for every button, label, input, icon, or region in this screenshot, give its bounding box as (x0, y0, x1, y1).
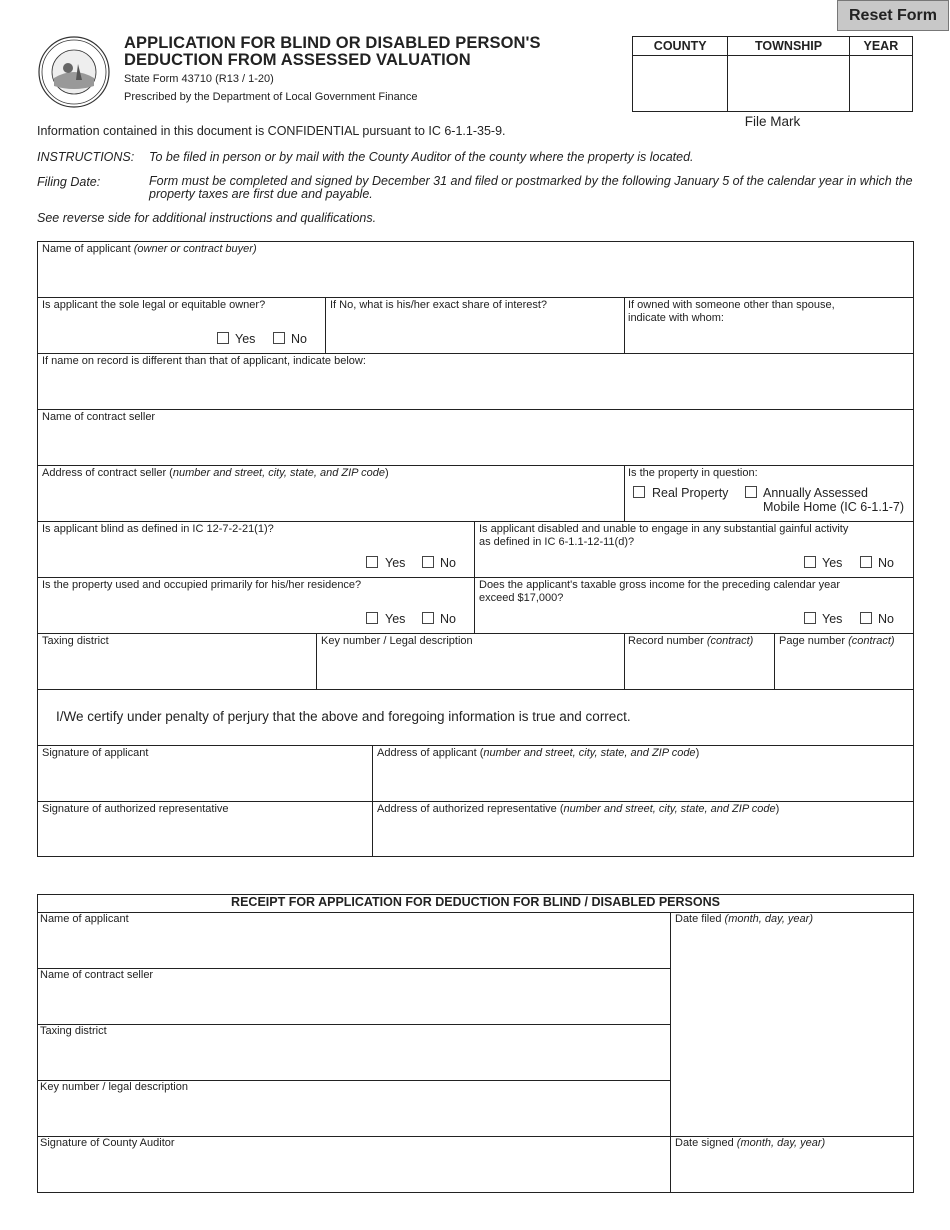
year-header: YEAR (849, 37, 912, 56)
county-field[interactable] (633, 56, 728, 112)
real-property-label: Real Property (652, 486, 729, 500)
receipt-contract-seller: Name of contract seller (40, 969, 154, 981)
owned-with-line1: If owned with someone other than spouse, (628, 299, 835, 311)
form-number: State Form 43710 (R13 / 1-20) (124, 73, 274, 85)
applicant-address-text: Address of applicant ( (377, 747, 484, 759)
date-filed-note: (month, day, year) (724, 913, 813, 925)
disabled-line1: Is applicant disabled and unable to engage in any substantial gainful activity (479, 523, 849, 535)
receipt-applicant-name: Name of applicant (40, 913, 129, 925)
file-mark-label: File Mark (744, 114, 801, 129)
record-number-note: (contract) (706, 635, 754, 647)
receipt-date-signed (675, 1137, 825, 1149)
residence-yes-checkbox[interactable] (366, 612, 378, 624)
prescribed-by: Prescribed by the Department of Local Government Finance (124, 91, 418, 103)
page-number-label (779, 635, 895, 648)
blind-no-checkbox[interactable] (422, 556, 434, 568)
contract-seller-label: Name of contract seller (42, 411, 156, 423)
township-header: TOWNSHIP (728, 37, 849, 56)
mobile-home-checkbox[interactable] (745, 486, 757, 498)
rep-address-text: Address of authorized representative ( (377, 803, 564, 815)
township-field[interactable] (728, 56, 849, 112)
applicant-signature-label: Signature of applicant (42, 747, 149, 759)
applicant-name-label: Name of applicant (42, 243, 131, 255)
date-filed-label: Date filed (675, 913, 722, 925)
date-signed-label: Date signed (675, 1137, 734, 1149)
seller-address-note: number and street, city, state, and ZIP code (172, 467, 386, 479)
sole-owner-no-label: No (291, 332, 307, 346)
blind-no-label: No (440, 556, 456, 570)
filing-date-text (149, 175, 913, 201)
record-number-label (628, 635, 753, 648)
form-title-line2: DEDUCTION FROM ASSESSED VALUATION (124, 51, 471, 69)
filing-date-label: Filing Date: (37, 175, 101, 189)
seller-address-close: ) (385, 467, 389, 479)
applicant-address-label (377, 747, 699, 760)
sole-owner-yes-label: Yes (235, 332, 256, 346)
form-title (124, 35, 541, 69)
applicant-address-note: number and street, city, state, and ZIP code (483, 747, 696, 759)
applicant-name-note: (owner or contract buyer) (133, 243, 257, 255)
disabled-no-checkbox[interactable] (860, 556, 872, 568)
residence-yes-label: Yes (385, 612, 406, 626)
owned-with-line2: indicate with whom: (628, 312, 724, 324)
sole-owner-yes-checkbox[interactable] (217, 332, 229, 344)
filing-date-text-line2: property taxes are first due and payable. (149, 187, 373, 201)
disabled-label (479, 523, 848, 549)
reverse-side-note: See reverse side for additional instructions and qualifications. (37, 211, 377, 225)
disabled-yes-checkbox[interactable] (804, 556, 816, 568)
instructions-text: To be filed in person or by mail with the County Auditor of the county where the property is located. (149, 150, 694, 164)
applicant-address-close: ) (695, 747, 700, 759)
disabled-line2: as defined in IC 6-1.1-12-11(d)? (479, 536, 635, 548)
reset-form-button[interactable]: Reset Form (837, 0, 949, 31)
form-title-line1: APPLICATION FOR BLIND OR DISABLED PERSON'S (124, 34, 541, 52)
mobile-home-label (763, 486, 904, 514)
rep-address-close: ) (775, 803, 780, 815)
income-no-checkbox[interactable] (860, 612, 872, 624)
applicant-name-field[interactable] (42, 243, 257, 256)
disabled-no-label: No (878, 556, 894, 570)
income-line1: Does the applicant's taxable gross income for the preceding calendar year (479, 579, 841, 591)
state-seal-logo (38, 36, 110, 108)
income-yes-label: Yes (822, 612, 843, 626)
residence-label: Is the property used and occupied primarily for his/her residence? (42, 579, 362, 591)
income-label (479, 579, 840, 605)
taxing-district-label: Taxing district (42, 635, 109, 647)
key-number-label: Key number / Legal description (321, 635, 473, 647)
instructions-label: INSTRUCTIONS: (37, 150, 135, 164)
page-number-note: (contract) (848, 635, 895, 647)
page-number-text: Page number (779, 635, 846, 647)
receipt-taxing-district: Taxing district (40, 1025, 107, 1037)
residence-no-label: No (440, 612, 456, 626)
mobile-home-line1: Annually Assessed (763, 486, 868, 500)
application-form (37, 241, 914, 857)
blind-yes-checkbox[interactable] (366, 556, 378, 568)
share-interest-label: If No, what is his/her exact share of interest? (330, 299, 548, 311)
blind-yes-label: Yes (385, 556, 406, 570)
seller-address-label (42, 467, 389, 480)
filing-box (632, 36, 913, 112)
record-number-text: Record number (628, 635, 704, 647)
receipt-date-filed (675, 913, 813, 925)
certification-statement: I/We certify under penalty of perjury that the above and foregoing information is true and correct. (56, 709, 631, 724)
confidential-notice: Information contained in this document is CONFIDENTIAL pursuant to IC 6-1.1-35-9. (37, 124, 506, 138)
name-on-record-label: If name on record is different than that of applicant, indicate below: (42, 355, 366, 367)
disabled-yes-label: Yes (822, 556, 843, 570)
property-type-label: Is the property in question: (628, 467, 758, 479)
rep-signature-label: Signature of authorized representative (42, 803, 229, 815)
receipt-title: RECEIPT FOR APPLICATION FOR DEDUCTION FOR BLIND / DISABLED PERSONS (231, 895, 720, 909)
seller-address-label-text: Address of contract seller ( (42, 467, 173, 479)
income-line2: exceed $17,000? (479, 592, 564, 604)
mobile-home-line2: Mobile Home (IC 6-1.1-7) (763, 500, 905, 514)
income-yes-checkbox[interactable] (804, 612, 816, 624)
income-no-label: No (878, 612, 894, 626)
owned-with-label (628, 299, 835, 325)
date-signed-note: (month, day, year) (736, 1137, 826, 1149)
year-field[interactable] (849, 56, 912, 112)
residence-no-checkbox[interactable] (422, 612, 434, 624)
sole-owner-label: Is applicant the sole legal or equitable owner? (42, 299, 266, 311)
real-property-checkbox[interactable] (633, 486, 645, 498)
receipt-key-number: Key number / legal description (40, 1081, 188, 1093)
receipt-auditor-signature: Signature of County Auditor (40, 1137, 175, 1149)
sole-owner-no-checkbox[interactable] (273, 332, 285, 344)
blind-label: Is applicant blind as defined in IC 12-7-2-21(1)? (42, 523, 274, 535)
rep-address-note: number and street, city, state, and ZIP code (563, 803, 776, 815)
rep-address-label (377, 803, 779, 816)
filing-date-text-line1: Form must be completed and signed by December 31 and filed or postmarked by the following January 5 of the calendar year in which the (149, 174, 913, 188)
county-header: COUNTY (633, 37, 728, 56)
